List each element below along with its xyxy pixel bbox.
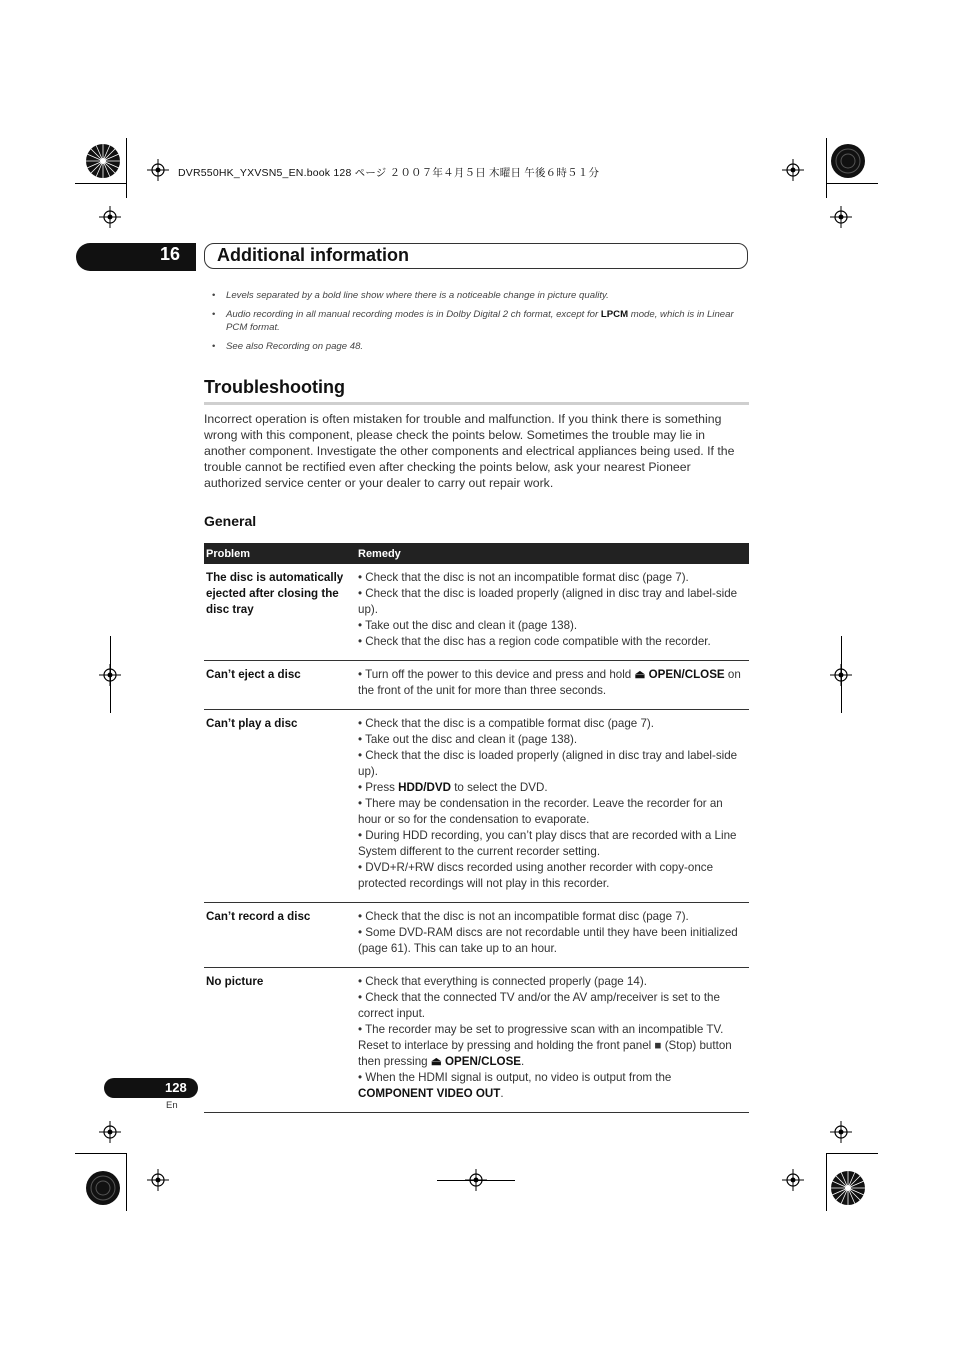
table-row — [204, 968, 749, 1113]
remedy-cell — [354, 564, 749, 661]
remedy-text: • Check that the disc is loaded properly (aligned in disc tray and label-side up). — [358, 587, 738, 616]
problem-cell: No picture — [204, 968, 354, 1113]
remedy-line — [358, 909, 749, 925]
table-row — [204, 661, 749, 710]
remedy-text: • Turn off the power to this device and press and hold — [358, 668, 635, 681]
crosshair-icon — [782, 159, 804, 181]
crosshair-icon — [782, 1169, 804, 1191]
remedy-text: • Check that the connected TV and/or the AV amp/receiver is set to the correct input. — [358, 991, 720, 1020]
troubleshooting-table — [204, 543, 749, 1113]
remedy-line — [358, 586, 749, 618]
table-row — [204, 564, 749, 661]
remedy-text: • DVD+R/+RW discs recorded using another recorder with copy-once protected recordings will not play in this recorder. — [358, 861, 714, 890]
remedy-line — [358, 748, 749, 780]
registration-starburst-icon — [85, 143, 121, 179]
remedy-text: • Check that the disc is not an incompatible format disc (page 7). — [358, 910, 689, 923]
remedy-text: • Check that the disc is not an incompatible format disc (page 7). — [358, 571, 689, 584]
remedy-line — [358, 990, 749, 1022]
crop-line — [826, 1153, 827, 1211]
registration-starburst-icon — [830, 1170, 866, 1206]
crosshair-icon — [830, 206, 852, 228]
intro-paragraph: Incorrect operation is often mistaken for trouble and malfunction. If you think there is something wrong with this component, please check the points below. Sometimes the trouble may lie in another component. Investigate the other components and electrical appliances being used. If the trouble cannot be rectified even after checking the points below, ask your nearest Pioneer authorized service center or your dealer to carry out repair work. — [204, 412, 735, 490]
crop-line — [841, 636, 842, 713]
registration-starburst-icon — [85, 1170, 121, 1206]
remedy-line — [358, 860, 749, 892]
crop-line — [126, 1153, 127, 1211]
table-row — [204, 710, 749, 903]
remedy-text: • There may be condensation in the recorder. Leave the recorder for an hour or so for the condensation to evaporate. — [358, 797, 723, 826]
subsection-title: General — [204, 513, 257, 529]
remedy-text: on the front of the unit for more than three seconds. — [358, 668, 741, 697]
remedy-line — [358, 570, 749, 586]
crosshair-icon — [99, 206, 121, 228]
remedy-line — [358, 925, 749, 957]
problem-cell: Can’t record a disc — [204, 903, 354, 968]
remedy-line — [358, 634, 749, 650]
problem-cell: Can’t play a disc — [204, 710, 354, 903]
page-number: 128 — [165, 1080, 187, 1095]
remedy-column-header: Remedy — [354, 543, 749, 564]
crop-line — [75, 183, 127, 184]
page-language: En — [166, 1100, 178, 1111]
remedy-text: • Press — [358, 781, 399, 794]
problem-cell: The disc is automatically ejected after closing the disc tray — [204, 564, 354, 661]
remedy-line — [358, 716, 749, 732]
note-item: • See also Recording on page 48. — [212, 340, 752, 353]
remedy-line — [358, 780, 749, 796]
crosshair-icon — [830, 1121, 852, 1143]
remedy-text: • When the HDMI signal is output, no video is output from the — [358, 1071, 672, 1084]
remedy-key-label: COMPONENT VIDEO OUT — [358, 1087, 501, 1100]
remedy-line — [358, 796, 749, 828]
book-file-header: DVR550HK_YXVSN5_EN.book 128 ページ ２００７年４月５日 木曜日 午後６時５１分 — [178, 167, 600, 179]
remedy-text: . — [500, 1087, 504, 1100]
section-title: Troubleshooting — [204, 377, 345, 397]
remedy-line — [358, 732, 749, 748]
problem-column-header: Problem — [204, 543, 354, 564]
remedy-line — [358, 828, 749, 860]
remedy-line — [358, 1070, 749, 1102]
remedy-cell — [354, 661, 749, 710]
remedy-text: • Check that everything is connected properly (page 14). — [358, 975, 647, 988]
remedy-line — [358, 667, 749, 699]
crosshair-icon — [147, 1169, 169, 1191]
problem-cell: Can’t eject a disc — [204, 661, 354, 710]
crosshair-icon — [147, 159, 169, 181]
remedy-cell — [354, 968, 749, 1113]
remedy-text: • Take out the disc and clean it (page 138). — [358, 619, 578, 632]
section-divider — [204, 402, 749, 405]
registration-starburst-icon — [830, 143, 866, 179]
remedy-text: • Check that the disc is loaded properly (aligned in disc tray and label-side up). — [358, 749, 738, 778]
note-item: • Levels separated by a bold line show where there is a noticeable change in picture quality. — [212, 289, 752, 302]
remedy-key-label: ⏏ OPEN/CLOSE — [430, 1055, 522, 1068]
remedy-key-label: HDD/DVD — [398, 781, 451, 794]
crop-line — [110, 636, 111, 713]
remedy-text: • Some DVD-RAM discs are not recordable until they have been initialized (page 61). This can take up to an hour. — [358, 926, 738, 955]
crop-line — [826, 1153, 878, 1154]
remedy-text: • The recorder may be set to progressive scan with an incompatible TV. Reset to interlace by pressing and holding the front panel ■ (Stop) button then pressing — [358, 1023, 732, 1068]
remedy-line — [358, 1022, 749, 1070]
chapter-title: Additional information — [217, 245, 409, 265]
crop-line — [826, 138, 827, 198]
remedy-key-label: ⏏ OPEN/CLOSE — [634, 668, 725, 681]
note-item: • Audio recording in all manual recording modes is in Dolby Digital 2 ch format, except for LPCM mode, which is in Linear PCM format. — [212, 308, 752, 334]
remedy-cell — [354, 903, 749, 968]
table-row — [204, 903, 749, 968]
remedy-text: • Check that the disc is a compatible format disc (page 7). — [358, 717, 654, 730]
table-body — [204, 564, 749, 1113]
notes-list — [212, 289, 752, 359]
remedy-text: . — [521, 1055, 525, 1068]
remedy-line — [358, 974, 749, 990]
remedy-text: • Take out the disc and clean it (page 138). — [358, 733, 578, 746]
remedy-text: • Check that the disc has a region code compatible with the recorder. — [358, 635, 711, 648]
remedy-cell — [354, 710, 749, 903]
remedy-line — [358, 618, 749, 634]
crop-line — [75, 1153, 127, 1154]
remedy-text: to select the DVD. — [450, 781, 548, 794]
crosshair-icon — [99, 1121, 121, 1143]
chapter-number: 16 — [160, 244, 181, 264]
crop-line — [826, 183, 878, 184]
table-header-row — [204, 543, 749, 564]
remedy-text: • During HDD recording, you can’t play discs that are recorded with a Line System different to the current recorder setting. — [358, 829, 737, 858]
crop-line — [126, 138, 127, 198]
crop-line — [437, 1180, 515, 1181]
